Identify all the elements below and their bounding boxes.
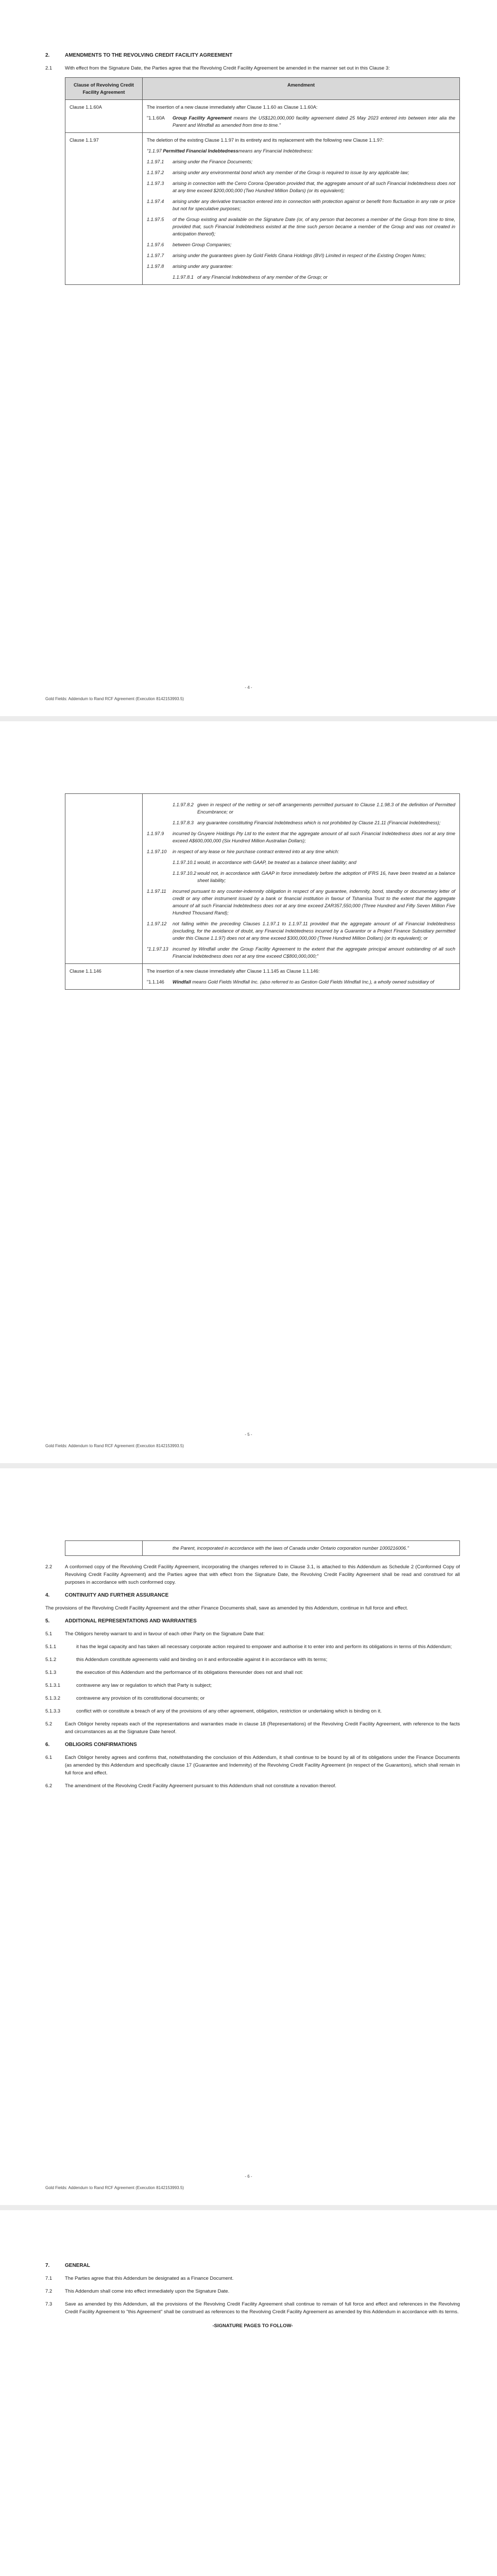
column-header-clause: Clause of Revolving Credit Facility Agreement <box>65 78 143 100</box>
paragraph-5-1-3-1: 5.1.3.1 contravene any law or regulation to which that Party is subject; <box>45 1683 212 1688</box>
paragraph-5-1-2: 5.1.2 this Addendum constitute agreements valid and binding on it and enforceable against it in accordance with its terms; <box>45 1657 328 1663</box>
section-4-heading: 4. CONTINUITY AND FURTHER ASSURANCE <box>45 1592 169 1598</box>
clause-cell: Clause 1.1.97 <box>65 133 143 285</box>
list-item: 1.1.97.10 in respect of any lease or hire purchase contract entered into at any time which: <box>147 849 339 854</box>
amendment-cell: The deletion of the existing Clause 1.1.97 in its entirety and its replacement with the following new Clause 1.1.97: "1.1.97 Permitted Financial Indebtedness means any Financial Indebtedness: 1.1.97.1 arising under the Finance Documents; 1.1.97.2 arising under any environmental bond which any member of the Group is required to issue by any applicable law; 1.1.97.3 arising in connection with the Cerro Corona Operation provided that, the aggregate amount of all such Financial Indebtedness does not at any time exceed $200,000,000 (Two Hundred Million Dollars) (or its equivalent); 1.1.97.4 arising under any derivative transaction entered into in connection with protection against or benefit from fluctuation in any rate or price but not for speculative purposes; 1.1.97.5 of the Group existing and available on the Signature Date (or, of any person that becomes a member of the Group from time to time, provided that, such Financial Indebtedness existed at the time such person became a member of the Group and was not created in anticipation thereof); 1.1.97.6 between Group Companies; 1.1.97.7 arising under the guarantees given by Gold Fields Ghana Holdings (BVI) Limited in respect of the Existing Orogen Notes; 1.1.97.8 arising under any guarantee: 1.1.97.8.1 of any Financial Indebtedness of any member of the Group; or <box>143 133 460 285</box>
paragraph-7-3: 7.3 Save as amended by this Addendum, all the provisions of the Revolving Credit Facility Agreement shall continue to remain of full force and effect and references in the Revolving Credit Facility Agreement to "this Agreement" shall be construed as references to the Revolving Credit Facility Agreement as amended by this Addendum in accordance with its terms. <box>45 2301 460 2315</box>
paragraph-5-1-3: 5.1.3 the execution of this Addendum and the performance of its obligations thereunder does not and shall not: <box>45 1670 303 1675</box>
list-item: 1.1.97.2 arising under any environmental bond which any member of the Group is required to issue by any applicable law; <box>147 170 409 175</box>
page-number: - 4 - <box>245 685 252 690</box>
list-item: 1.1.97.9 incurred by Gruyere Holdings Pty Ltd to the extent that the aggregate amount of all such Financial Indebtedness does not at any time exceed A$600,000,000 (Six Hundred Million Australian Dollars); <box>147 831 455 843</box>
list-item: 1.1.97.3 arising in connection with the Cerro Corona Operation provided that, the aggregate amount of all such Financial Indebtedness does not at any time exceed $200,000,000 (Two Hundred Million Dollars) (or its equivalent); <box>147 181 455 193</box>
paragraph-6-2: 6.2 The amendment of the Revolving Credit Facility Agreement pursuant to this Addendum shall not constitute a novation thereof. <box>45 1783 337 1789</box>
section-7-heading: 7. GENERAL <box>45 2263 90 2268</box>
list-item: 1.1.97.10.1 would, in accordance with GAAP, be treated as a balance sheet liability; and <box>173 860 356 865</box>
table-row <box>65 794 460 964</box>
amendment-cell <box>143 794 460 964</box>
list-item: 1.1.97.8.2 given in respect of the netting or set-off arrangements permitted pursuant to Clause 1.1.98.3 of the definition of Permitted Encumbrance; or <box>173 802 455 815</box>
amendment-table-continued <box>65 793 460 990</box>
paragraph-4: The provisions of the Revolving Credit Facility Agreement and the other Finance Documents shall, save as amended by this Addendum, continue in full force and effect. <box>45 1605 408 1611</box>
table-row <box>65 964 460 990</box>
document-page-6 <box>0 1468 497 2205</box>
amendment-cell: the Parent, incorporated in accordance with the laws of Canada under Ontario corporation number 1000216006." <box>143 1541 460 1556</box>
paragraph-5-1-1: 5.1.1 it has the legal capacity and has taken all necessary corporate action required to empower and authorise it to enter into and perform its obligations in terms of this Addendum; <box>45 1644 452 1650</box>
amendment-cell: The insertion of a new clause immediately after Clause 1.1.60 as Clause 1.1.60A: "1.1.60A Group Facility Agreement means the US$120,000,000 facility agreement dated 25 May 2023 entered into between inter alia the Parent and Windfall as amended from time to time." <box>143 100 460 133</box>
table-row <box>65 1541 460 1556</box>
list-item: 1.1.97.8.3 any guarantee constituting Financial Indebtedness which is not prohibited by Clause 21.11 (Financial Indebtedness); <box>173 820 441 825</box>
document-page-7 <box>0 2210 497 2576</box>
table-row <box>65 100 460 133</box>
section-2-heading: 2. AMENDMENTS TO THE REVOLVING CREDIT FACILITY AGREEMENT <box>45 53 233 58</box>
footer-reference: Gold Fields: Addendum to Rand RCF Agreement (Execution 8142153993.5) <box>45 697 184 701</box>
page-number: - 6 - <box>245 2174 252 2179</box>
table-row <box>65 133 460 285</box>
paragraph-7-2: 7.2 This Addendum shall come into effect immediately upon the Signature Date. <box>45 2289 230 2294</box>
amendment-table <box>65 77 460 285</box>
column-header-amendment: Amendment <box>143 78 460 100</box>
paragraph-2-2: 2.2 A conformed copy of the Revolving Credit Facility Agreement, incorporating the changes referred to in Clause 3.1, is attached to this Addendum as Schedule 2 (Conformed Copy of Revolving Credit Facility Agreement) and the Parties agree that with effect from the Signature Date, the Revolving Credit Facility Agreement shall be read and construed for all purposes in accordance with such conformed copy. <box>45 1564 460 1585</box>
paragraph-7-1: 7.1 The Parties agree that this Addendum be designated as a Finance Document. <box>45 2276 234 2281</box>
list-item: 1.1.97.8.1 of any Financial Indebtedness of any member of the Group; or <box>173 275 328 280</box>
list-item: 1.1.97.5 of the Group existing and available on the Signature Date (or, of any person that becomes a member of the Group from time to time, provided that, such Financial Indebtedness existed at the time such person became a member of the Group and was not created in anticipation thereof); <box>147 217 455 236</box>
list-item: 1.1.97.1 arising under the Finance Documents; <box>147 159 253 164</box>
signature-pages-notice: -SIGNATURE PAGES TO FOLLOW- <box>212 2323 293 2329</box>
list-item: 1.1.97.10.2 would not, in accordance with GAAP in force immediately before the adoption of IFRS 16, have been treated as a balance sheet liability; <box>173 871 455 883</box>
list-item: 1.1.97.4 arising under any derivative transaction entered into in connection with protection against or benefit from fluctuation in any rate or price but not for speculative purposes; <box>147 199 455 211</box>
amendment-cell: The insertion of a new clause immediately after Clause 1.1.145 as Clause 1.1.146: "1.1.146 Windfall means Gold Fields Windfall Inc. (also referred to as Gestion Gold Fields Windfall Inc.), a wholly owned subsidiary of <box>143 964 460 990</box>
section-6-heading: 6. OBLIGORS CONFIRMATIONS <box>45 1742 137 1748</box>
footer-reference: Gold Fields: Addendum to Rand RCF Agreement (Execution 8142153993.5) <box>45 1444 184 1448</box>
clause-cell: Clause 1.1.60A <box>65 100 143 133</box>
clause-cell: Clause 1.1.146 <box>65 964 143 990</box>
page-6-content <box>45 1540 460 1795</box>
paragraph-5-2: 5.2 Each Obligor hereby repeats each of the representations and warranties made in clause 18 (Representations) of the Revolving Credit Facility Agreement, with reference to the facts and circumstances as at the Signature Date hereof. <box>45 1721 460 1735</box>
list-item: 1.1.97.12 not falling within the preceding Clauses 1.1.97.1 to 1.1.97.11 provided that the aggregate amount of all Financial Indebtedness (excluding, for the avoidance of doubt, any Financial Indebtedness incurred by a Guarantor or a Project Finance Subsidiary permitted under this Clause 1.1.97) does not at any time exceed $300,000,000 (Three Hundred Million Dollars) (or its equivalent); or <box>147 921 455 941</box>
list-item: "1.1.97.13 incurred by Windfall under the Group Facility Agreement to the extent that the aggregate principal amount outstanding of all such Financial Indebtedness does not at any time exceed C$800,000,000;" <box>147 946 455 959</box>
section-5-heading: 5. ADDITIONAL REPRESENTATIONS AND WARRANTIES <box>45 1618 197 1624</box>
list-item: 1.1.97.7 arising under the guarantees given by Gold Fields Ghana Holdings (BVI) Limited in respect of the Existing Orogen Notes; <box>147 253 426 258</box>
paragraph-5-1: 5.1 The Obligors hereby warrant to and in favour of each other Party on the Signature Date that: <box>45 1631 265 1637</box>
page-7-content <box>45 2262 460 2329</box>
footer-reference: Gold Fields: Addendum to Rand RCF Agreement (Execution 8142153993.5) <box>45 2185 184 2190</box>
clause-cell <box>65 794 143 964</box>
list-item: 1.1.97.11 incurred pursuant to any counter-indemnity obligation in respect of any guarantee, indemnity, bond, standby or documentary letter of credit or any other instrument issued by a bank or financial institution in favour of Tshamisa Trust to the extent that the aggregate amount of all such Financial Indebtedness does not at any time exceed ZAR357,550,000 (Three Hundred and Fifty Seven Million Five Hundred Thousand Rand); <box>147 889 455 916</box>
table-header-row <box>65 78 460 100</box>
list-item: 1.1.97.6 between Group Companies; <box>147 242 232 247</box>
document-page-4 <box>0 0 497 716</box>
paragraph-2-1: 2.1 With effect from the Signature Date, the Parties agree that the Revolving Credit Facility Agreement be amended in the manner set out in this Clause 3: <box>45 65 390 71</box>
document-page-5 <box>0 721 497 1463</box>
page-5-content <box>45 793 460 990</box>
clause-cell <box>65 1541 143 1556</box>
amendment-table-continued <box>65 1540 460 1556</box>
paragraph-5-1-3-3: 5.1.3.3 conflict with or constitute a breach of any of the provisions of any other agreement, obligation, restriction or undertaking which is binding on it. <box>45 1708 382 1714</box>
page-number: - 5 - <box>245 1432 252 1437</box>
paragraph-6-1: 6.1 Each Obligor hereby agrees and confirms that, notwithstanding the conclusion of this Addendum, it shall continue to be bound by all of its obligations under the Finance Documents (as amended by this Addendum and specifically clause 17 (Guarantee and Indemnity) of the Revolving Credit Facility Agreement (in respect of the Guarantors), which shall remain in full force and effect. <box>45 1755 460 1776</box>
page-4-content <box>45 52 460 285</box>
paragraph-5-1-3-2: 5.1.3.2 contravene any provision of its constitutional documents; or <box>45 1696 205 1701</box>
list-item: 1.1.97.8 arising under any guarantee: <box>147 264 233 269</box>
